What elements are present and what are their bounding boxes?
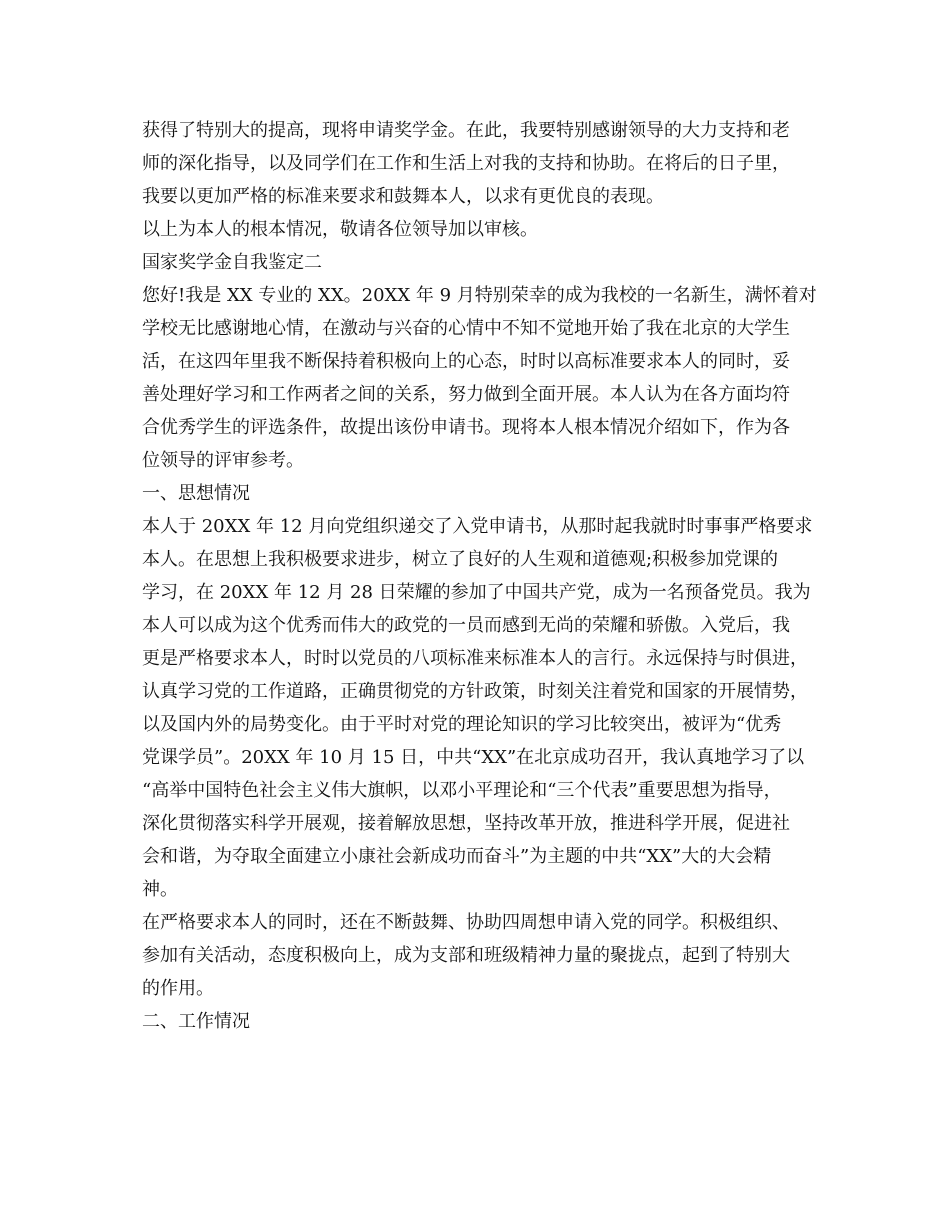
section-title: 国家奖学金自我鉴定二 bbox=[142, 252, 322, 273]
text-line: 以及国内外的局势变化。由于平时对党的理论知识的学习比较突出，被评为“优秀 bbox=[142, 714, 782, 735]
text-line: 师的深化指导，以及同学们在工作和生活上对我的支持和协助。在将后的日子里， bbox=[142, 153, 790, 174]
text-line: “高举中国特色社会主义伟大旗帜，以邓小平理论和“三个代表”重要思想为指导， bbox=[142, 780, 782, 801]
text-line: 党课学员”。20XX 年 10 月 15 日，中共“XX”在北京成功召开，我认真地学习了以 bbox=[142, 747, 805, 768]
text-line: 学校无比感谢地心情，在激动与兴奋的心情中不知不觉地开始了我在北京的大学生 bbox=[142, 318, 790, 339]
text-line: 以上为本人的根本情况，敬请各位领导加以审核。 bbox=[142, 219, 538, 240]
text-line: 我要以更加严格的标准来要求和鼓舞本人，以求有更优良的表现。 bbox=[142, 186, 664, 207]
text-line: 会和谐，为夺取全面建立小康社会新成功而奋斗”为主题的中共“XX”大的大会精 bbox=[142, 846, 772, 867]
text-line: 合优秀学生的评选条件，故提出该份申请书。现将本人根本情况介绍如下，作为各 bbox=[142, 417, 790, 438]
text-line: 本人可以成为这个优秀而伟大的政党的一员而感到无尚的荣耀和骄傲。入党后，我 bbox=[142, 615, 790, 636]
text-line: 更是严格要求本人，时时以党员的八项标准来标准本人的言行。永远保持与时俱进， bbox=[142, 648, 808, 669]
text-line: 活，在这四年里我不断保持着积极向上的心态，时时以高标准要求本人的同时，妥 bbox=[142, 351, 790, 372]
document-body bbox=[142, 114, 822, 1038]
text-line: 神。 bbox=[142, 879, 178, 900]
section-heading: 一、思想情况 bbox=[142, 483, 250, 504]
text-line: 您好!我是 XX 专业的 XX。20XX 年 9 月特别荣幸的成为我校的一名新生，满怀着对 bbox=[142, 285, 817, 306]
text-line: 位领导的评审参考。 bbox=[142, 450, 304, 471]
text-line: 的作用。 bbox=[142, 978, 214, 999]
text-line: 善处理好学习和工作两者之间的关系，努力做到全面开展。本人认为在各方面均符 bbox=[142, 384, 790, 405]
text-line: 本人。在思想上我积极要求进步，树立了良好的人生观和道德观;积极参加党课的 bbox=[142, 549, 779, 570]
text-line: 深化贯彻落实科学开展观，接着解放思想，坚持改革开放，推进科学开展，促进社 bbox=[142, 813, 790, 834]
text-line: 在严格要求本人的同时，还在不断鼓舞、协助四周想申请入党的同学。积极组织、 bbox=[142, 912, 790, 933]
text-line: 学习，在 20XX 年 12 月 28 日荣耀的参加了中国共产党，成为一名预备党员。我为 bbox=[142, 582, 811, 603]
text-line: 认真学习党的工作道路，正确贯彻党的方针政策，时刻关注着党和国家的开展情势， bbox=[142, 681, 808, 702]
text-line: 本人于 20XX 年 12 月向党组织递交了入党申请书，从那时起我就时时事事严格要求 bbox=[142, 516, 813, 537]
section-heading: 二、工作情况 bbox=[142, 1011, 250, 1032]
text-line: 参加有关活动，态度积极向上，成为支部和班级精神力量的聚拢点，起到了特别大 bbox=[142, 945, 790, 966]
text-line: 获得了特别大的提高，现将申请奖学金。在此，我要特别感谢领导的大力支持和老 bbox=[142, 120, 790, 141]
